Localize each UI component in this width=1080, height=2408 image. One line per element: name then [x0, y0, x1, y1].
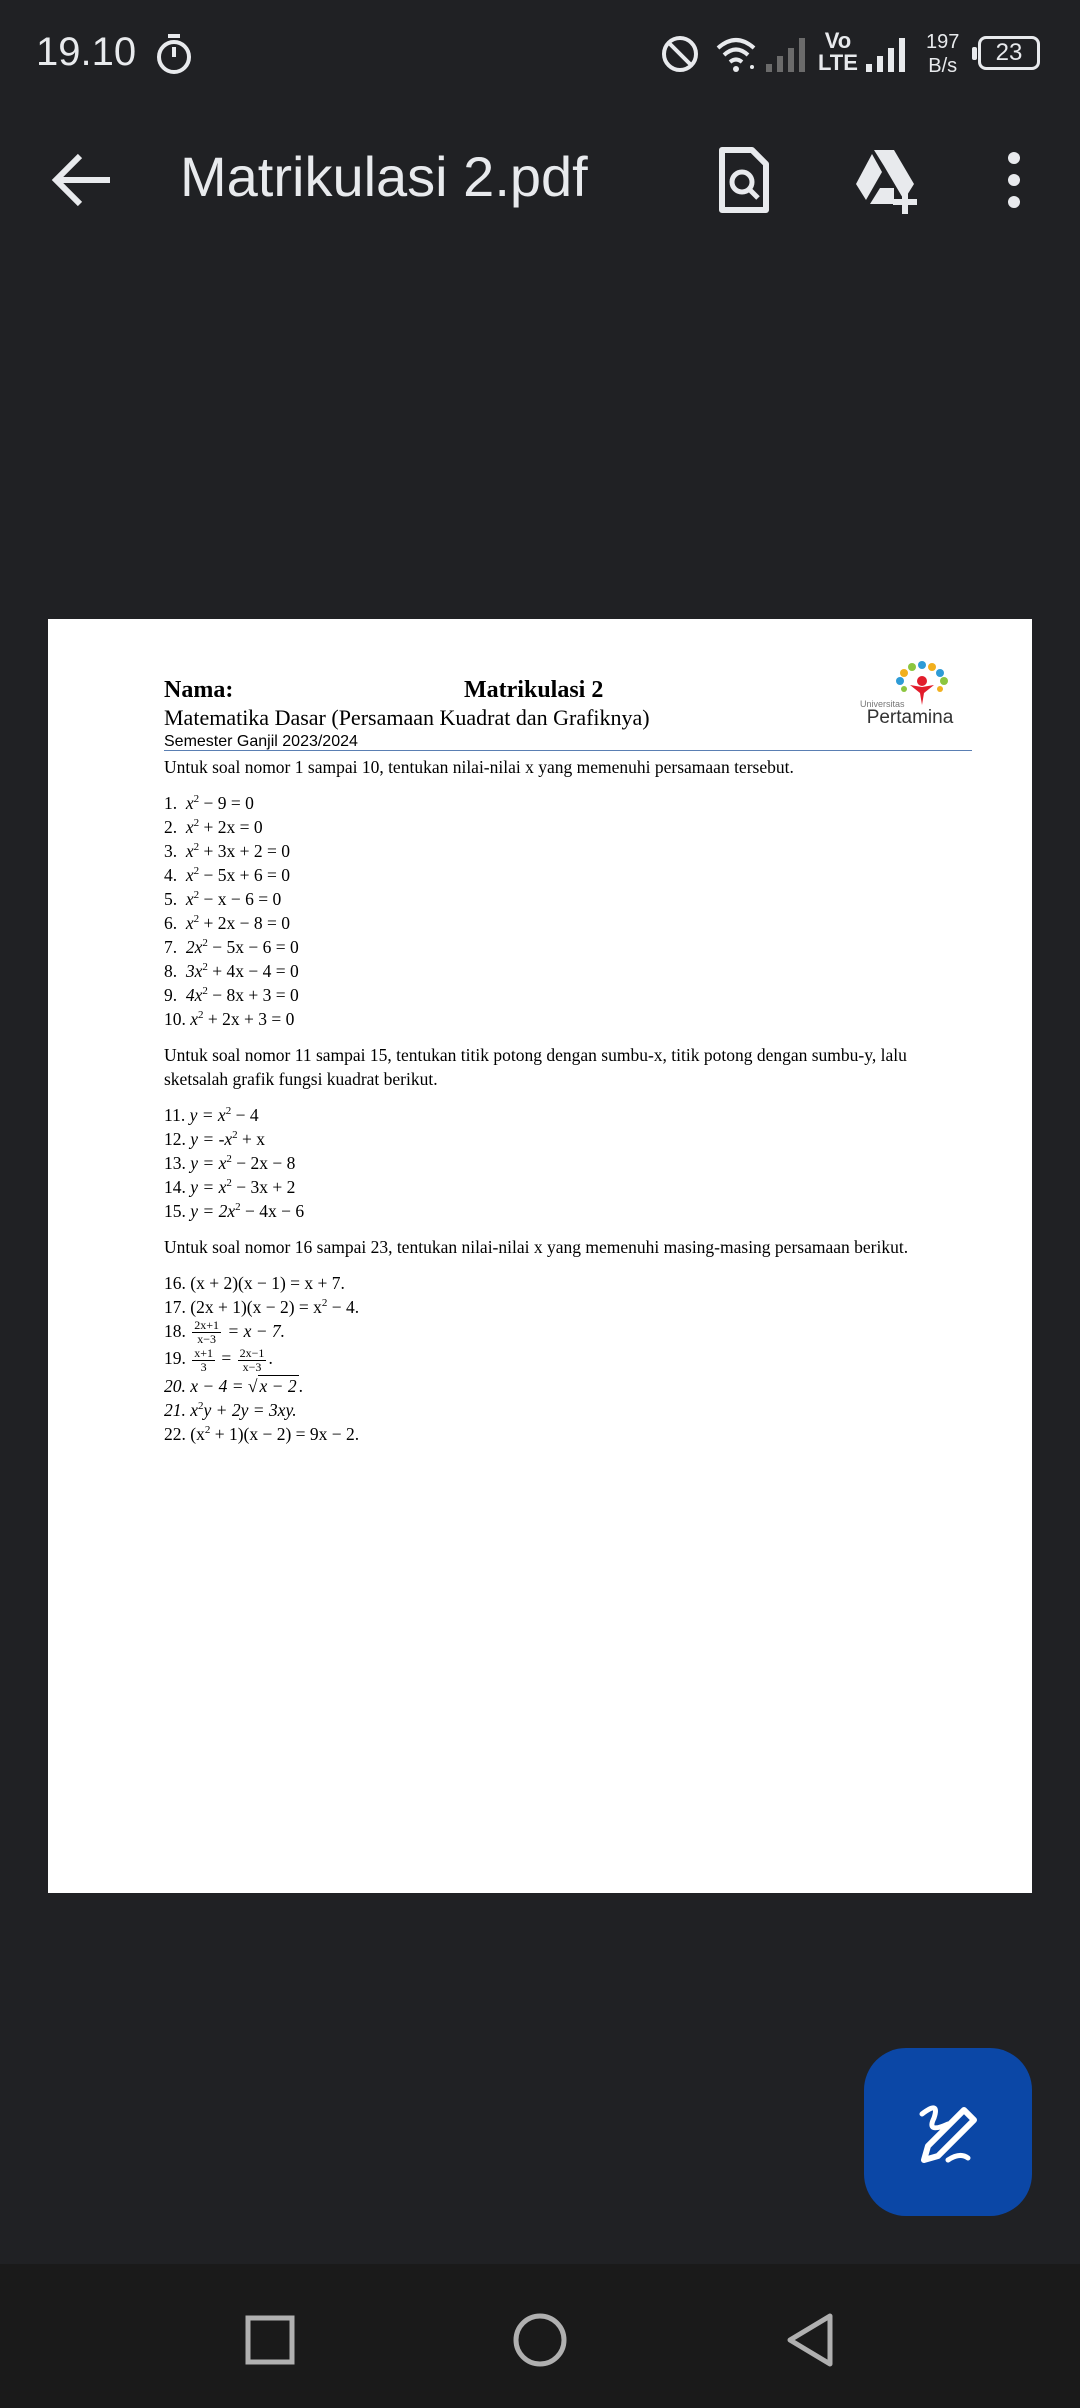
edit-pen-icon — [864, 2048, 1032, 2216]
header-divider — [164, 750, 972, 751]
signal-icon — [764, 34, 808, 74]
status-time: 19.10 — [36, 30, 137, 74]
question-22: 22. $(x^2 + 1)(x - 2) = 9x - 2$. — [164, 1423, 360, 1444]
network-speed: 197 B/s — [926, 31, 960, 77]
question-4: 4. $x^2 - 5x + 6 = 0$ — [164, 865, 291, 885]
question-14: 14. $y = x^2 - 3x + 2$ — [164, 1177, 296, 1197]
question-15: 15. $y = 2x^2 - 4x - 6$ — [164, 1201, 305, 1221]
doc-semester: Semester Ganjil 2023/2024 — [164, 733, 358, 750]
question-16: 16. (x + 2)(x − 1) = x + 7. — [164, 1273, 345, 1293]
question-17: 17. $(2x + 1)(x - 2) = x^2 - 4$. — [164, 1297, 360, 1317]
nama-label: Nama: — [164, 677, 234, 703]
fraction: $\frac{2x-1}{x-3}$ — [239, 1345, 265, 1374]
question-12: 12. $y = -x^2 + x$ — [164, 1129, 266, 1149]
signal-icon — [864, 34, 908, 74]
edit-fab-button[interactable] — [864, 2048, 1032, 2216]
question-8: 8. $3x^2 + 4x - 4 = 0$ — [164, 961, 299, 981]
question-3: 3. $x^2 + 3x + 2 = 0$ — [164, 841, 291, 861]
back-arrow-icon[interactable] — [48, 150, 118, 210]
pdf-page[interactable] — [48, 619, 1032, 1893]
back-triangle-icon[interactable] — [780, 2310, 840, 2370]
more-vert-icon[interactable] — [978, 144, 1050, 216]
recents-square-icon[interactable] — [240, 2310, 300, 2370]
university-logo — [860, 657, 960, 729]
question-18: 18. $\frac{2x+1}{x-3}$ = x − 7. — [164, 1318, 286, 1347]
doc-title: Matrikulasi 2 — [464, 677, 604, 703]
battery-icon: 23 — [978, 36, 1040, 70]
section3-intro: Untuk soal nomor 16 sampai 23, tentukan nilai-nilai x yang memenuhi masing-masing persamaan berikut. — [164, 1237, 909, 1257]
question-10: 10. $x^2 + 2x + 3 = 0$ — [164, 1009, 295, 1029]
question-2: 2. $x^2 + 2x = 0$ — [164, 817, 263, 837]
fraction: $\frac{x+1}{3}$ — [194, 1345, 214, 1374]
document-body — [164, 755, 964, 1446]
logo-text: Pertamina — [866, 707, 954, 728]
question-9: 9. $4x^2 - 8x + 3 = 0$ — [164, 985, 299, 1005]
volte-icon: Vo LTE — [818, 28, 858, 75]
question-13: 13. $y = x^2 - 2x - 8$ — [164, 1153, 296, 1173]
wifi-icon — [714, 34, 758, 74]
timer-icon — [154, 32, 194, 76]
question-21: 21. $x^2y + 2y = 3xy$. — [164, 1399, 297, 1420]
question-7: 7. $2x^2 - 5x - 6 = 0$ — [164, 937, 299, 957]
drive-add-icon[interactable] — [850, 144, 922, 216]
question-6: 6. $x^2 + 2x - 8 = 0$ — [164, 913, 291, 933]
section1-intro: Untuk soal nomor 1 sampai 10, tentukan nilai-nilai x yang memenuhi persamaan tersebut. — [164, 757, 794, 777]
question-1: 1. $x^2 - 9 = 0$ — [164, 793, 254, 813]
question-5: 5. $x^2 - x - 6 = 0$ — [164, 889, 282, 909]
question-19: 19. $\frac{x+1}{3}$ = $\frac{2x-1}{x-3}$ . — [164, 1345, 273, 1374]
status-bar — [0, 0, 1080, 110]
do-not-disturb-icon — [660, 34, 700, 74]
doc-subtitle: Matematika Dasar (Persamaan Kuadrat dan Grafiknya) — [164, 705, 650, 730]
question-11: 11. $y = x^2 - 4$ — [164, 1105, 259, 1125]
fraction: $\frac{2x+1}{x-3}$ — [194, 1318, 220, 1347]
home-circle-icon[interactable] — [510, 2310, 570, 2370]
logo-small-text: Universitas — [860, 699, 905, 709]
system-nav-bar — [0, 2264, 1080, 2408]
app-bar — [0, 120, 1080, 240]
section2-intro: Untuk soal nomor 11 sampai 15, tentukan titik potong dengan sumbu-x, titik potong dengan sumbu-y, lalu sketsalah grafik fungsi kuadrat berikut. — [164, 1045, 907, 1089]
question-20: 20. x − 4 = √ x − 2 . — [164, 1375, 303, 1396]
document-title: Matrikulasi 2.pdf — [180, 145, 588, 208]
search-document-icon[interactable] — [708, 144, 780, 216]
